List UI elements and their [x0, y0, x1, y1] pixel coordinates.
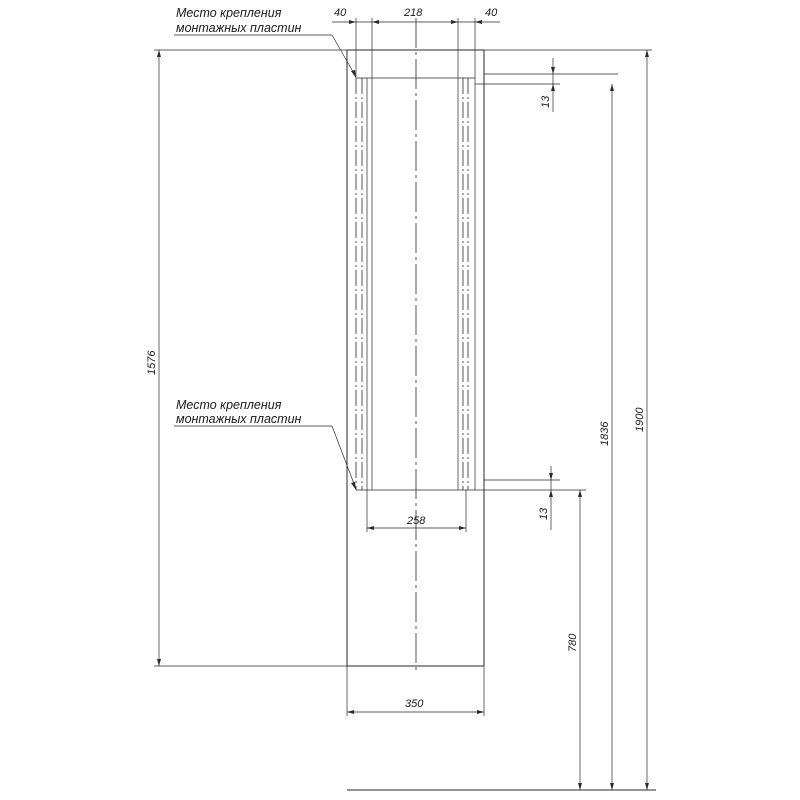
- dimension-gap-bottom: [475, 466, 586, 530]
- note-mid-line1: Место крепления: [176, 398, 282, 412]
- dimension-total-height: [484, 50, 652, 790]
- note-top-line1: Место крепления: [176, 6, 282, 20]
- dimension-inner-width: [367, 490, 466, 532]
- dimension-gap-top: [475, 58, 618, 112]
- note-top-line2: монтажных пластин: [176, 21, 302, 35]
- dimension-mount-height: [599, 84, 614, 790]
- dimension-floor-height: [567, 490, 582, 790]
- note-top: [174, 6, 356, 78]
- cabinet-outline: [347, 50, 484, 666]
- dim-gap-top: 13: [540, 95, 552, 108]
- mounting-rails: [356, 78, 475, 490]
- dim-total-height: 1900: [634, 407, 646, 432]
- note-middle: [174, 398, 356, 490]
- dim-top-right: 40: [485, 7, 498, 19]
- dim-body-width: 350: [405, 698, 424, 710]
- dim-floor-height: 780: [567, 633, 579, 652]
- dimension-body-width: [347, 666, 484, 716]
- dim-body-height: 1576: [146, 350, 158, 375]
- dim-inner-width: 258: [407, 515, 426, 527]
- note-mid-line2: монтажных пластин: [176, 412, 302, 426]
- dim-top-left: 40: [334, 7, 347, 19]
- dim-mount-height: 1836: [599, 421, 611, 446]
- dim-top-center: 218: [404, 7, 423, 19]
- dimension-body-height: [146, 50, 347, 666]
- dim-gap-bottom: 13: [538, 507, 550, 520]
